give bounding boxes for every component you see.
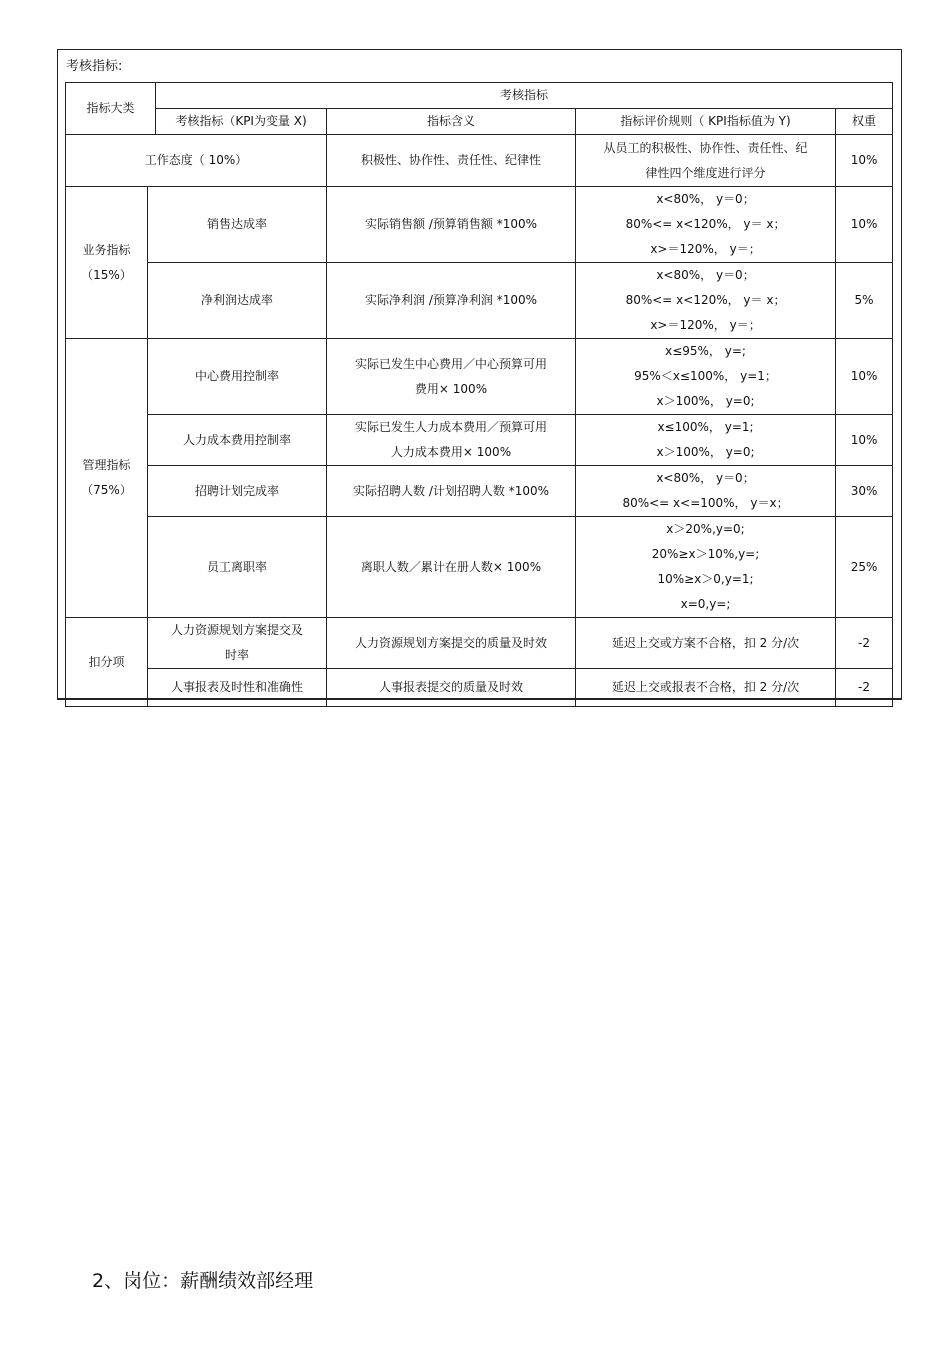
rule-line: x≤100%， y=1;	[657, 420, 754, 434]
header-rule: 指标评价规则（ KPI指标值为 Y)	[576, 109, 836, 135]
kpi-rule	[576, 263, 836, 339]
category-line: 管理指标	[82, 458, 131, 472]
attitude-rule	[576, 135, 836, 187]
kpi-meaning: 人力资源规划方案提交的质量及时效	[327, 618, 576, 669]
kpi-name: 中心费用控制率	[148, 339, 327, 415]
table-row	[66, 618, 893, 669]
category-line: （15%）	[81, 267, 132, 282]
kpi-name: 人力成本费用控制率	[148, 415, 327, 466]
kpi-meaning: 实际销售额 /预算销售额 *100%	[327, 187, 576, 263]
kpi-name: 净利润达成率	[148, 263, 327, 339]
attitude-name: 工作态度（ 10%）	[66, 135, 327, 187]
kpi-weight: 25%	[836, 517, 893, 618]
rule-line: 从员工的积极性、协作性、责任性、纪	[603, 140, 808, 155]
kpi-meaning	[327, 339, 576, 415]
meaning-line: 实际已发生人力成本费用／预算可用	[355, 420, 548, 434]
kpi-rule	[576, 517, 836, 618]
kpi-rule	[576, 415, 836, 466]
rule-line: 80%<= x<120%， y＝ x；	[625, 293, 786, 307]
rule-line: x<80%， y＝0；	[656, 471, 755, 485]
table-row	[66, 263, 893, 339]
rule-line: 10%≥x＞0,y=1;	[657, 572, 754, 586]
kpi-line: 时率	[225, 648, 250, 662]
rule-line: 80%<= x<120%， y＝ x；	[625, 217, 786, 231]
footer-title: 2、岗位：薪酬绩效部经理	[92, 1270, 314, 1292]
header-row-1	[66, 83, 893, 109]
kpi-rule	[576, 466, 836, 517]
rule-line: x＞100%， y=0;	[656, 394, 755, 408]
table-row	[66, 466, 893, 517]
kpi-meaning	[327, 415, 576, 466]
kpi-name	[148, 618, 327, 669]
rule-line: x<80%， y＝0；	[656, 192, 755, 206]
rule-line: 95%＜x≤100%， y=1；	[634, 369, 777, 383]
deduction-category: 扣分项	[66, 618, 148, 707]
rule-line: 80%<= x<=100%， y＝x；	[622, 496, 789, 510]
header-category: 指标大类	[66, 83, 156, 135]
category-line: （75%）	[81, 483, 132, 497]
kpi-weight: 5%	[836, 263, 893, 339]
section-label: 考核指标:	[66, 59, 123, 74]
header-kpi: 考核指标（KPI为变量 X)	[156, 109, 327, 135]
kpi-rule: 延迟上交或方案不合格，扣 2 分/次	[576, 618, 836, 669]
kpi-name: 招聘计划完成率	[148, 466, 327, 517]
kpi-meaning: 实际招聘人数 /计划招聘人数 *100%	[327, 466, 576, 517]
table-row	[66, 135, 893, 187]
kpi-table	[65, 82, 893, 707]
header-weight: 权重	[836, 109, 893, 135]
meaning-line: 费用× 100%	[414, 381, 488, 396]
table-row	[66, 669, 893, 707]
kpi-name: 员工离职率	[148, 517, 327, 618]
kpi-weight: -2	[836, 618, 893, 669]
business-category	[66, 187, 148, 339]
table-row	[66, 339, 893, 415]
rule-line: x>＝120%， y＝；	[650, 318, 761, 332]
rule-line: x＞20%,y=0;	[666, 522, 745, 536]
header-meaning: 指标含义	[327, 109, 576, 135]
kpi-weight: 10%	[836, 415, 893, 466]
rule-line: 律性四个维度进行评分	[645, 165, 766, 180]
rule-line: 20%≥x＞10%,y=;	[651, 547, 760, 561]
table-row	[66, 187, 893, 263]
kpi-meaning: 人事报表提交的质量及时效	[327, 669, 576, 707]
kpi-line: 人力资源规划方案提交及	[171, 623, 304, 637]
kpi-meaning: 离职人数／累计在册人数× 100%	[327, 517, 576, 618]
rule-line: x=0,y=;	[680, 597, 731, 611]
kpi-weight: 30%	[836, 466, 893, 517]
kpi-weight: 10%	[836, 339, 893, 415]
category-line: 业务指标	[82, 242, 131, 257]
kpi-rule: 延迟上交或报表不合格，扣 2 分/次	[576, 669, 836, 707]
rule-line: x>＝120%， y＝；	[650, 242, 761, 256]
rule-line: x≤95%， y=;	[665, 344, 746, 358]
header-group: 考核指标	[156, 83, 893, 109]
kpi-weight: 10%	[836, 187, 893, 263]
kpi-name: 销售达成率	[148, 187, 327, 263]
header-row-2	[66, 109, 893, 135]
kpi-name: 人事报表及时性和准确性	[148, 669, 327, 707]
table-row	[66, 415, 893, 466]
kpi-meaning: 实际净利润 /预算净利润 *100%	[327, 263, 576, 339]
meaning-line: 实际已发生中心费用／中心预算可用	[355, 356, 548, 371]
kpi-weight: -2	[836, 669, 893, 707]
rule-line: x＞100%， y=0;	[656, 445, 755, 459]
rule-line: x<80%， y＝0；	[656, 268, 755, 282]
management-category	[66, 339, 148, 618]
attitude-weight: 10%	[836, 135, 893, 187]
meaning-line: 人力成本费用× 100%	[390, 445, 512, 459]
kpi-rule	[576, 187, 836, 263]
attitude-meaning: 积极性、协作性、责任性、纪律性	[327, 135, 576, 187]
table-row	[66, 517, 893, 618]
kpi-rule	[576, 339, 836, 415]
